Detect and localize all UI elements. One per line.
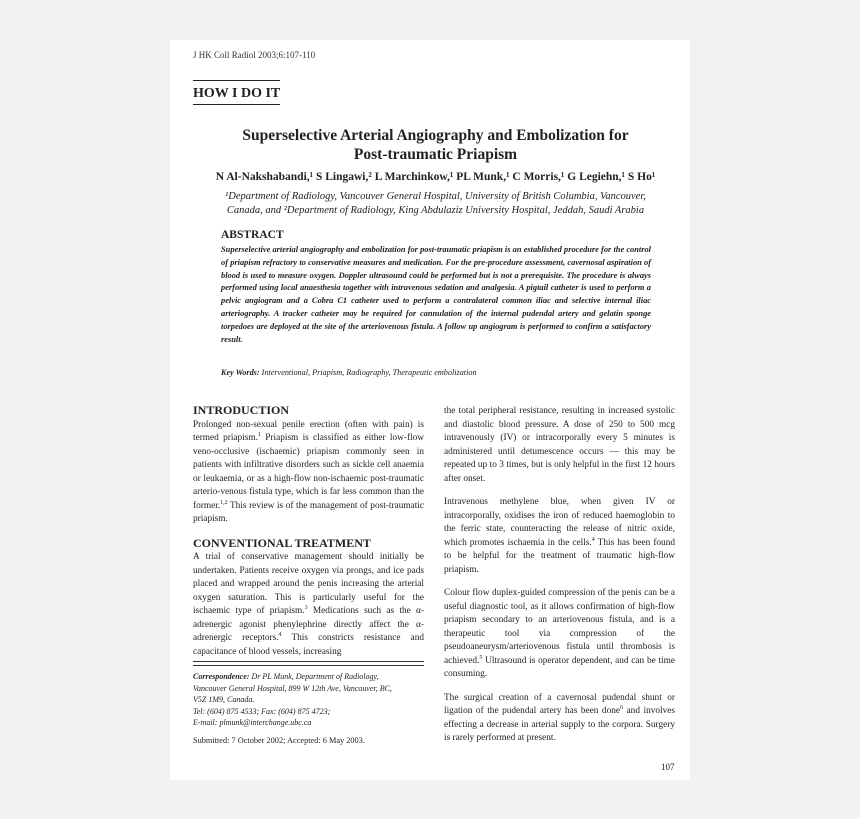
keywords-label: Key Words: <box>221 368 260 377</box>
citation-ref: 6 <box>620 704 624 711</box>
citation-ref: 1 <box>257 431 261 438</box>
duplex-text-a: Colour flow duplex-guided compression of the penis can be a useful diagnostic tool, as it allows confirmation of high-flow priapism secondary to an arteriovenous fistula, and is a therapeutic tool via compression of the pseudoaneurysm/arteriovenous fistula until thrombosis is achieved. <box>444 588 675 666</box>
citation-ref: 4 <box>278 631 282 638</box>
citation-ref: 1,2 <box>220 499 228 506</box>
keywords-list: Interventional, Priapism, Radiography, Therapeutic embolization <box>261 368 477 377</box>
citation-ref: 3 <box>304 604 308 611</box>
section-tag <box>193 80 280 105</box>
correspondence-block <box>193 671 428 729</box>
dosage-paragraph: the total peripheral resistance, resulting in increased systolic and diastolic blood pressure. A dose of 250 to 500 mcg intravenously (IV) or intracorporally every 5 minutes is administered until detumescence occurs — this may be repeated up to 3 times, but is only helpful in the first 12 hours after onset. <box>444 406 675 484</box>
correspondence-line-1 <box>193 671 428 683</box>
abstract-heading: ABSTRACT <box>221 229 284 241</box>
citation-ref: 4 <box>591 536 595 543</box>
correspondence-email[interactable]: E-mail: plmunk@interchange.ubc.ca <box>193 718 312 727</box>
intro-text-b: Priapism is classified as either low-flow veno-occlusive (ischaemic) priapism commonly seen in patients with infiltrative disorders such as sickle cell anaemia or leukaemia, or as a high-flow non-ischaemic post-traumatic arterio-venous fistula type, which is far less common than the former. <box>193 433 424 511</box>
citation-ref: 5 <box>479 654 483 661</box>
article-title <box>193 126 678 164</box>
mb-text-a: Intravenous methylene blue, when given IV or intracorporally, oxidises the iron of reduced haemoglobin to the ferric state, counteracting the release of nitric oxide, which promotes ischaemia in the cells. <box>444 497 675 548</box>
mb-text-b: This has been found to be helpful for the treatment of traumatic high-flow priapism. <box>444 537 676 575</box>
duplex-text-b: Ultrasound is operator dependent, and can be time consuming. <box>444 655 675 679</box>
journal-citation: J HK Coll Radiol 2003;6:107-110 <box>193 50 316 60</box>
affiliation-line-2: Canada, and ²Department of Radiology, King Abdulaziz University Hospital, Jeddah, Saudi Arabia <box>226 205 645 216</box>
conventional-treatment-heading: CONVENTIONAL TREATMENT <box>193 535 371 550</box>
correspondence-postcode: V5Z 1M9, Canada. <box>193 695 255 704</box>
introduction-paragraph <box>193 419 424 527</box>
keywords <box>221 368 477 377</box>
title-line-2: Post-traumatic Priapism <box>353 146 518 163</box>
correspondence-label: Correspondence: <box>193 672 250 681</box>
left-column <box>193 404 424 669</box>
surgery-text-b: and involves effecting a decrease in arterial supply to the corpora. Surgery is rarely performed at present. <box>444 706 676 743</box>
section-tag-label: HOW I DO IT <box>193 86 280 105</box>
correspondence-name: Dr PL Munk, Department of Radiology, <box>249 672 379 681</box>
author-list: N Al-Nakshabandi,¹ S Lingawi,² L Marchinkow,¹ PL Munk,¹ C Morris,¹ G Legiehn,¹ S Ho¹ <box>215 171 656 183</box>
affiliations <box>193 190 678 218</box>
correspondence-address: Vancouver General Hospital, 899 W 12th Ave, Vancouver, BC, <box>193 683 392 693</box>
affiliation-line-1: ¹Department of Radiology, Vancouver General Hospital, University of British Columbia, Vancouver, <box>225 191 646 202</box>
title-line-1: Superselective Arterial Angiography and Embolization for <box>242 127 629 144</box>
footnote-divider <box>193 661 424 666</box>
intro-text-c: This review is of the management of post-traumatic priapism. <box>193 500 424 524</box>
methylene-blue-paragraph <box>444 496 675 577</box>
correspondence-phone: Tel: (604) 875 4533; Fax: (604) 875 4723; <box>193 706 331 716</box>
conv-text-a: A trial of conservative management should initially be undertaken. Patients receive oxygen via prongs, and ice pads placed and wrapped around the penis increasing the arterial oxygen saturation. This is particularly useful for the ischaemic type of priapism. <box>193 552 424 616</box>
abstract-text: Superselective arterial angiography and embolization for post-traumatic priapism is an established procedure for the control of priapism refractory to conservative measures and medication. For the pre-procedure assessment, cavernosal aspiration of blood is used to measure oxygen. Doppler ultrasound could be performed but is not a prerequisite. The procedure is always performed using local anaesthesia together with intravenous sedation and analgesia. A pigtail catheter is used to perform a pelvic angiogram and a Cobra C1 catheter used to perform a contralateral common iliac and selective internal iliac arteriography. A tracker catheter may be required for cannulation of the internal pudendal artery and gelatin sponge torpedoes are deployed at the site of the arteriovenous fistula. A follow up angiogram is performed to confirm a satisfactory result. <box>221 245 651 344</box>
conv-text-c: This constricts resistance and capacitance of blood vessels, increasing <box>193 633 424 657</box>
conventional-paragraph <box>193 551 424 659</box>
page-number: 107 <box>661 762 675 772</box>
intro-text-a: Prolonged non-sexual penile erection (often with pain) is termed priapism. <box>193 419 424 443</box>
right-column <box>444 405 675 756</box>
submission-dates: Submitted: 7 October 2002; Accepted: 6 May 2003. <box>193 736 365 745</box>
surgical-shunt-paragraph <box>444 692 675 746</box>
introduction-heading: INTRODUCTION <box>193 403 290 417</box>
surgery-text-a: The surgical creation of a cavernosal pudendal shunt or ligation of the pudendal artery has been done <box>444 692 675 716</box>
duplex-compression-paragraph <box>444 587 675 682</box>
conv-text-b: Medications such as the α-adrenergic agonist phenylephrine directly affect the α-adrenergic receptors. <box>193 606 424 643</box>
